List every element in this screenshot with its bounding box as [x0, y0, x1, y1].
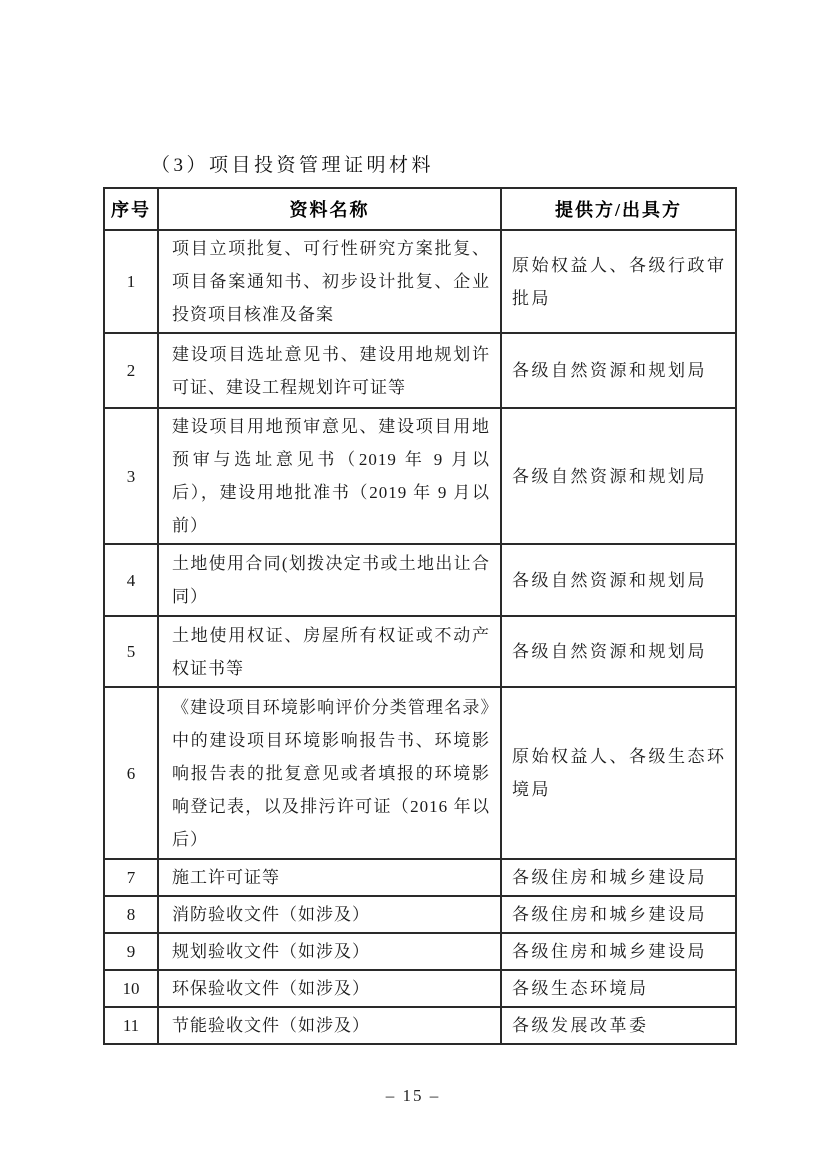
table-row — [104, 544, 736, 616]
table-row — [104, 970, 736, 1007]
col-header-material-name: 资料名称 — [158, 188, 501, 230]
row-serial: 7 — [104, 859, 158, 896]
table-row — [104, 408, 736, 544]
row-provider: 各级住房和城乡建设局 — [501, 859, 736, 896]
row-provider: 各级自然资源和规划局 — [501, 333, 736, 408]
row-material-name: 消防验收文件（如涉及） — [158, 896, 501, 933]
row-material-name: 环保验收文件（如涉及） — [158, 970, 501, 1007]
row-serial: 4 — [104, 544, 158, 616]
row-material-name: 施工许可证等 — [158, 859, 501, 896]
row-serial: 2 — [104, 333, 158, 408]
materials-table — [103, 187, 737, 1045]
row-serial: 8 — [104, 896, 158, 933]
table-row — [104, 859, 736, 896]
row-provider: 各级自然资源和规划局 — [501, 544, 736, 616]
row-provider: 各级自然资源和规划局 — [501, 616, 736, 687]
row-serial: 3 — [104, 408, 158, 544]
col-header-provider: 提供方/出具方 — [501, 188, 736, 230]
row-serial: 10 — [104, 970, 158, 1007]
row-provider: 原始权益人、各级生态环境局 — [501, 687, 736, 859]
table-row — [104, 687, 736, 859]
table-row — [104, 896, 736, 933]
table-header-row — [104, 188, 736, 230]
table-row — [104, 230, 736, 333]
row-serial: 11 — [104, 1007, 158, 1044]
row-serial: 9 — [104, 933, 158, 970]
row-material-name: 建设项目用地预审意见、建设项目用地预审与选址意见书（2019 年 9 月以后），建设用地批准书（2019 年 9 月以前） — [158, 408, 501, 544]
table-row — [104, 616, 736, 687]
section-title: （3）项目投资管理证明材料 — [151, 155, 435, 176]
row-serial: 6 — [104, 687, 158, 859]
table-row — [104, 933, 736, 970]
row-provider: 各级住房和城乡建设局 — [501, 896, 736, 933]
row-material-name: 项目立项批复、可行性研究方案批复、项目备案通知书、初步设计批复、企业投资项目核准及备案 — [158, 230, 501, 333]
row-provider: 各级生态环境局 — [501, 970, 736, 1007]
row-material-name: 土地使用权证、房屋所有权证或不动产权证书等 — [158, 616, 501, 687]
table-row — [104, 333, 736, 408]
row-material-name: 规划验收文件（如涉及） — [158, 933, 501, 970]
row-serial: 5 — [104, 616, 158, 687]
page-number: – 15 – — [385, 1086, 441, 1105]
row-material-name: 节能验收文件（如涉及） — [158, 1007, 501, 1044]
row-material-name: 《建设项目环境影响评价分类管理名录》中的建设项目环境影响报告书、环境影响报告表的批复意见或者填报的环境影响登记表，以及排污许可证（2016 年以后） — [158, 687, 501, 859]
table-row — [104, 1007, 736, 1044]
row-material-name: 建设项目选址意见书、建设用地规划许可证、建设工程规划许可证等 — [158, 333, 501, 408]
row-provider: 各级发展改革委 — [501, 1007, 736, 1044]
row-serial: 1 — [104, 230, 158, 333]
row-provider: 各级自然资源和规划局 — [501, 408, 736, 544]
row-material-name: 土地使用合同(划拨决定书或土地出让合同） — [158, 544, 501, 616]
row-provider: 原始权益人、各级行政审批局 — [501, 230, 736, 333]
col-header-serial: 序号 — [104, 188, 158, 230]
row-provider: 各级住房和城乡建设局 — [501, 933, 736, 970]
